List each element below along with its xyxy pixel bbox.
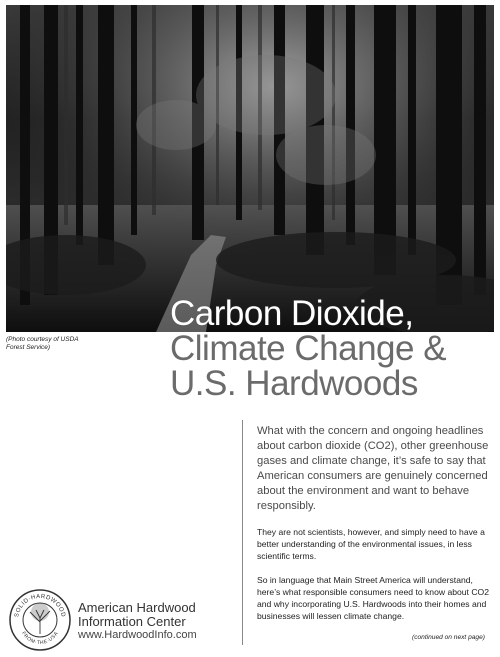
continued-note: (continued on next page) xyxy=(412,634,485,641)
org-name-line-2: Information Center xyxy=(78,614,186,629)
seal-top-text: SOLID·HARDWOOD xyxy=(14,593,66,618)
title-line-2: Climate Change & xyxy=(170,329,447,368)
tree-seal-icon xyxy=(8,588,72,652)
title-line-3: U.S. Hardwoods xyxy=(170,364,418,403)
photo-credit: (Photo courtesy of USDA Forest Service) xyxy=(6,336,79,351)
body-paragraph: They are not scientists, however, and simply need to have a better understanding of the environmental issues, in less scientific terms. xyxy=(257,527,485,561)
forest-photo xyxy=(6,5,494,332)
lead-paragraph: What with the concern and ongoing headlines about carbon dioxide (CO2), other greenhouse gases and climate change, it’s safe to say that American consumers are genuinely concerned about the environment and want to behave responsibly. xyxy=(257,425,489,512)
organization-block xyxy=(78,601,248,642)
forest-illustration xyxy=(6,5,494,332)
title-line-1: Carbon Dioxide, xyxy=(170,294,414,333)
org-name-line-1: American Hardwood xyxy=(78,600,196,615)
org-url-link[interactable]: www.HardwoodInfo.com xyxy=(78,629,197,641)
seal-bottom-text: FROM·THE·USA xyxy=(20,630,60,647)
article-body xyxy=(257,424,493,634)
page-title xyxy=(170,296,496,401)
body-paragraph: So in language that Main Street America will understand, here’s what responsible consumers need to know about CO2 and why incorporating U.S. Hardwoods into their homes and businesses will lessen climate change. xyxy=(257,575,490,621)
